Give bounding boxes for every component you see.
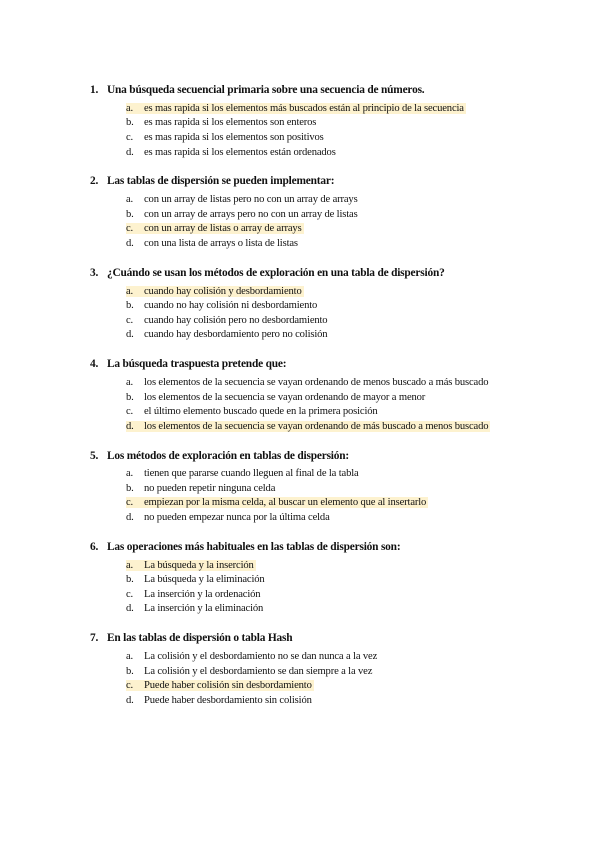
answer-option-highlighted xyxy=(0,101,600,116)
answer-option xyxy=(0,649,600,664)
option-letter: c. xyxy=(126,223,144,234)
answer-option xyxy=(0,572,600,587)
option-text: los elementos de la secuencia se vayan ordenando de más buscado a menos buscado xyxy=(144,420,489,432)
answer-option xyxy=(0,481,600,496)
question-4 xyxy=(0,358,600,433)
question-text: En las tablas de dispersión o tabla Hash xyxy=(107,632,293,645)
option-text: los elementos de la secuencia se vayan ordenando de menos buscado a más buscado xyxy=(144,376,489,388)
answer-option xyxy=(0,298,600,313)
option-letter: d. xyxy=(126,237,134,249)
option-letter: b. xyxy=(126,300,134,312)
option-letter: c. xyxy=(126,680,144,691)
option-letter: a. xyxy=(126,286,144,297)
question-heading xyxy=(0,267,600,284)
answer-option xyxy=(0,130,600,145)
question-3 xyxy=(0,267,600,342)
option-text: es mas rapida si los elementos más buscados están al principio de la secuencia xyxy=(144,102,464,114)
option-text: La colisión y el desbordamiento se dan siempre a la vez xyxy=(144,665,373,677)
option-letter: a. xyxy=(126,376,134,388)
option-text: La búsqueda y la eliminación xyxy=(144,574,265,586)
option-letter: c. xyxy=(126,406,134,418)
option-text: cuando no hay colisión ni desbordamiento xyxy=(144,300,318,312)
option-text: tienen que pararse cuando lleguen al final de la tabla xyxy=(144,468,359,480)
option-text: cuando hay desbordamiento pero no colisión xyxy=(144,329,328,341)
question-number: 3. xyxy=(90,266,99,279)
option-letter: c. xyxy=(126,497,144,508)
question-number: 6. xyxy=(90,540,99,553)
option-letter: a. xyxy=(126,651,134,663)
quiz-document xyxy=(0,84,600,724)
option-letter: d. xyxy=(126,603,134,615)
question-5 xyxy=(0,450,600,525)
answer-option xyxy=(0,236,600,251)
question-number: 1. xyxy=(90,84,99,96)
answer-option-highlighted xyxy=(0,678,600,693)
answer-option xyxy=(0,404,600,419)
option-text: La colisión y el desbordamiento no se dan nunca a la vez xyxy=(144,651,378,663)
option-letter: c. xyxy=(126,588,134,600)
option-letter: b. xyxy=(126,665,134,677)
option-text: con un array de listas pero no con un array de arrays xyxy=(144,194,358,206)
answer-option xyxy=(0,693,600,708)
answer-option xyxy=(0,207,600,222)
option-letter: d. xyxy=(126,146,134,158)
option-letter: a. xyxy=(126,103,144,114)
question-number: 4. xyxy=(90,358,99,371)
option-letter: a. xyxy=(126,468,134,480)
answer-option xyxy=(0,375,600,390)
question-text: Los métodos de exploración en tablas de dispersión: xyxy=(107,449,349,462)
option-text: La búsqueda y la inserción xyxy=(144,559,254,571)
question-number: 2. xyxy=(90,175,99,188)
option-text: Puede haber desbordamiento sin colisión xyxy=(144,694,312,706)
option-letter: a. xyxy=(126,194,134,206)
answer-option xyxy=(0,192,600,207)
answer-option xyxy=(0,116,600,131)
question-heading xyxy=(0,541,600,558)
answer-option-highlighted xyxy=(0,496,600,511)
answer-option-highlighted xyxy=(0,419,600,434)
answer-option xyxy=(0,328,600,343)
question-number: 7. xyxy=(90,632,99,645)
option-text: es mas rapida si los elementos son enteros xyxy=(144,117,317,129)
option-letter: b. xyxy=(126,117,134,129)
question-text: Las tablas de dispersión se pueden implementar: xyxy=(107,175,335,188)
option-text: cuando hay colisión pero no desbordamiento xyxy=(144,314,328,326)
question-text: La búsqueda traspuesta pretende que: xyxy=(107,358,287,371)
question-text: Las operaciones más habituales en las tablas de dispersión son: xyxy=(107,540,401,553)
question-text: ¿Cuándo se usan los métodos de exploración en una tabla de dispersión? xyxy=(107,266,445,279)
option-letter: b. xyxy=(126,391,134,403)
answer-option xyxy=(0,313,600,328)
option-letter: d. xyxy=(126,512,134,524)
option-text: los elementos de la secuencia se vayan ordenando de mayor a menor xyxy=(144,391,426,403)
option-text: es mas rapida si los elementos son positivos xyxy=(144,131,324,143)
option-text: La inserción y la eliminación xyxy=(144,603,264,615)
option-text: el último elemento buscado quede en la primera posición xyxy=(144,406,378,418)
answer-option-highlighted xyxy=(0,284,600,299)
question-heading xyxy=(0,84,600,101)
option-letter: d. xyxy=(126,421,144,432)
question-number: 5. xyxy=(90,449,99,462)
answer-option xyxy=(0,145,600,160)
option-letter: c. xyxy=(126,131,134,143)
option-text: empiezan por la misma celda, al buscar un elemento que al insertarlo xyxy=(144,497,427,509)
option-letter: a. xyxy=(126,560,144,571)
question-1 xyxy=(0,84,600,159)
question-heading xyxy=(0,358,600,375)
answer-option-highlighted xyxy=(0,222,600,237)
question-heading xyxy=(0,175,600,192)
answer-option xyxy=(0,467,600,482)
option-letter: b. xyxy=(126,482,134,494)
answer-option-highlighted xyxy=(0,558,600,573)
option-text: La inserción y la ordenación xyxy=(144,588,261,600)
question-heading xyxy=(0,632,600,649)
question-text: Una búsqueda secuencial primaria sobre una secuencia de números. xyxy=(107,84,425,96)
question-7 xyxy=(0,632,600,707)
answer-option xyxy=(0,664,600,679)
question-2 xyxy=(0,175,600,250)
option-letter: c. xyxy=(126,314,134,326)
option-text: cuando hay colisión y desbordamiento xyxy=(144,285,302,297)
option-letter: d. xyxy=(126,694,134,706)
question-heading xyxy=(0,450,600,467)
answer-option xyxy=(0,510,600,525)
answer-option xyxy=(0,602,600,617)
option-letter: d. xyxy=(126,329,134,341)
question-6 xyxy=(0,541,600,616)
option-letter: b. xyxy=(126,574,134,586)
option-text: con un array de listas o array de arrays xyxy=(144,223,302,235)
option-text: no pueden empezar nunca por la última celda xyxy=(144,512,330,524)
answer-option xyxy=(0,390,600,405)
option-text: no pueden repetir ninguna celda xyxy=(144,482,276,494)
option-text: es mas rapida si los elementos están ordenados xyxy=(144,146,336,158)
option-text: con una lista de arrays o lista de listas xyxy=(144,237,298,249)
option-text: Puede haber colisión sin desbordamiento xyxy=(144,680,312,692)
answer-option xyxy=(0,587,600,602)
option-letter: b. xyxy=(126,208,134,220)
option-text: con un array de arrays pero no con un array de listas xyxy=(144,208,358,220)
